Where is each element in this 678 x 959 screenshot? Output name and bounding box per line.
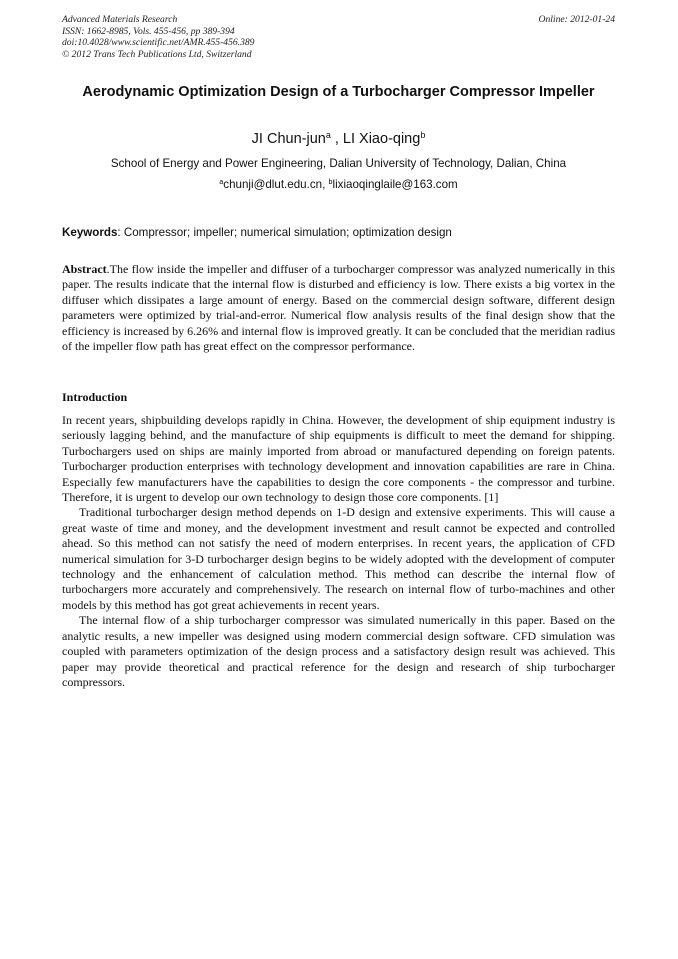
author-line xyxy=(62,130,615,148)
intro-paragraph: The internal flow of a ship turbocharger compressor was simulated numerically in this paper. Based on the analytic results, a new impeller was designed using modern commercial design software. CFD simulation was coupled with parameters optimization of the design process and a satisfactory design result was achieved. This paper may provide theoretical and practical reference for the design and research of ship turbocharger compressors. xyxy=(62,613,615,689)
abstract-label: Abstract xyxy=(62,262,107,276)
paper-title: Aerodynamic Optimization Design of a Turbocharger Compressor Impeller xyxy=(82,84,595,100)
email-1-marker: a xyxy=(219,177,224,187)
author-separator: , xyxy=(330,131,343,147)
doi-line: doi:10.4028/www.scientific.net/AMR.455-456.389 xyxy=(62,37,255,48)
introduction-body xyxy=(62,413,615,690)
email-2: lixiaoqinglaile@163.com xyxy=(332,178,458,191)
author-1: JI Chun-jun xyxy=(251,131,326,147)
email-line xyxy=(62,178,615,192)
abstract-text: .The flow inside the impeller and diffuser of a turbocharger compressor was analyzed numerically in this paper. The results indicate that the internal flow is disturbed and efficiency is low. There exists a big vortex in the diffuser which dissipates a large amount of energy. Based on the commercial design software, different design parameters were optimized by trial-and-error. Numerical flow analysis results of the final design show that the efficiency is increased by 6.26% and internal flow is improved greatly. It can be concluded that the meridian radius of the impeller flow path has great effect on the compressor performance. xyxy=(62,262,615,354)
issn-line: ISSN: 1662-8985, Vols. 455-456, pp 389-394 xyxy=(62,25,235,37)
intro-paragraph: In recent years, shipbuilding develops rapidly in China. However, the development of ship equipment industry is seriously lagging behind, and the manufacture of ship equipments is difficult to meet the demand for shipping. Turbochargers used on ships are mainly imported from abroad or manufactured depending on foreign patents. Turbocharger production enterprises with technology development and innovation capabilities are rare in China. Especially few manufacturers have the capabilities to design the core components - the compressor and turbine. Therefore, it is urgent to develop our own technology to design those core components. [1] xyxy=(62,413,615,505)
introduction-heading: Introduction xyxy=(62,390,128,404)
journal-header xyxy=(62,14,615,60)
affiliation: School of Energy and Power Engineering, Dalian University of Technology, Dalian, China xyxy=(110,157,567,170)
email-2-marker: b xyxy=(328,177,333,187)
author-1-marker: a xyxy=(325,130,331,141)
keywords xyxy=(62,226,615,240)
email-1: chunji@dlut.edu.cn, xyxy=(223,178,329,191)
author-2: LI Xiao-qing xyxy=(342,131,421,147)
online-date: Online: 2012-01-24 xyxy=(538,14,615,25)
copyright-line: © 2012 Trans Tech Publications Ltd, Switzerland xyxy=(62,48,252,60)
abstract xyxy=(62,262,615,354)
journal-name: Advanced Materials Research xyxy=(62,14,178,25)
keywords-text: : Compressor; impeller; numerical simulation; optimization design xyxy=(117,226,452,239)
intro-paragraph: Traditional turbocharger design method depends on 1-D design and extensive experiments. This will cause a great waste of time and money, and the development investment and result cannot be expected and controlled ahead. So this method can not satisfy the need of modern enterprises. In recent years, the application of CFD numerical simulation for 3-D turbocharger design begins to be widely adopted with the development of computer technology and the enhancement of calculation method. This method can describe the internal flow of turbochargers more accurately and comprehensively. The research on internal flow of turbo-machines and other models by this method has got great achievements in recent years. xyxy=(62,505,615,612)
author-2-marker: b xyxy=(420,130,426,141)
keywords-label: Keywords xyxy=(62,226,118,239)
